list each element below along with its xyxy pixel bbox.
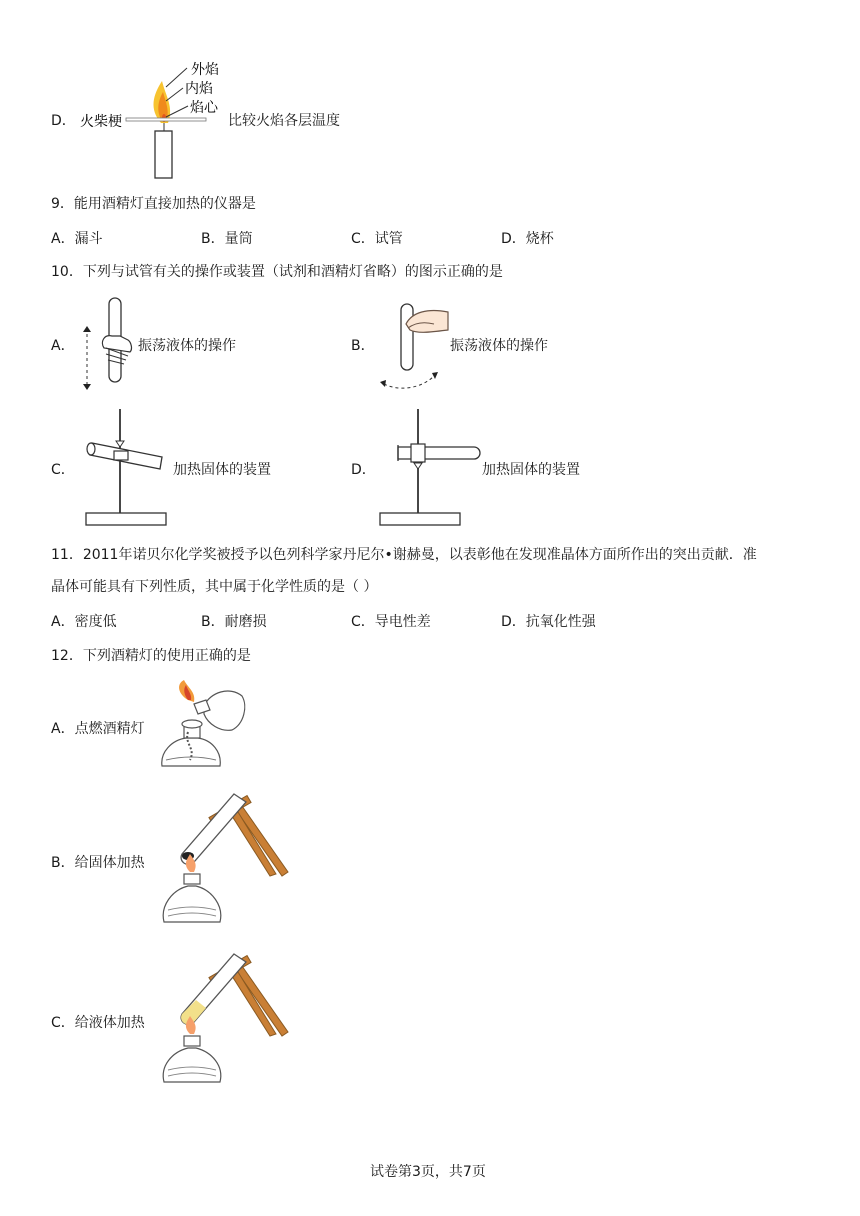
test-tube-holder-icon [236,806,288,876]
q11-option-a: A．密度低 [51,614,117,630]
page-footer: 试卷第3页，共7页 [370,1164,486,1180]
stand-base-icon [86,513,166,525]
label-match-stick: 火柴梗 [80,114,122,130]
label-flame-core: 焰心 [190,100,218,116]
q10-option-b-letter: B． [351,338,375,354]
heat-solid-illustration [158,790,294,934]
q11-stem-line1: 11．2011年诺贝尔化学奖被授予以色列科学家丹尼尔•谢赫曼，以表彰他在发现准晶体方面所作出的突出贡献．准 [51,547,757,563]
clamp-icon [411,444,425,462]
label-inner-flame: 内焰 [185,81,213,97]
hand-icon [102,336,131,352]
q9-option-a: A．漏斗 [51,231,103,247]
test-tube-icon [398,447,480,459]
light-lamp-with-lamp-illustration [158,678,248,778]
q12-option-b: B．给固体加热 [51,855,145,871]
test-tube-icon [401,304,413,370]
q10-option-c-text: 加热固体的装置 [173,462,271,478]
stand-base-icon [380,513,460,525]
q12-option-c: C．给液体加热 [51,1015,145,1031]
clamp-icon [114,451,128,460]
iron-stand-tube-horizontal-illustration [376,405,488,533]
tilted-lamp-icon [204,691,245,730]
shake-tube-vertical-illustration [76,296,136,400]
q9-option-c: C．试管 [351,231,403,247]
candle-icon [155,131,172,178]
shake-tube-hand-illustration [372,296,452,400]
q10-option-d-text: 加热固体的装置 [482,462,580,478]
label-outer-flame: 外焰 [191,62,219,78]
iron-stand-tube-tilted-down-illustration [80,405,172,533]
heat-liquid-illustration [158,950,294,1094]
match-stick-icon [126,118,206,121]
q10-option-a-letter: A． [51,338,75,354]
test-tube-holder-icon [236,966,288,1036]
q10-option-b-text: 振荡液体的操作 [450,338,548,354]
q11-option-c: C．导电性差 [351,614,431,630]
q9-option-b: B．量筒 [201,231,253,247]
q9-stem: 9．能用酒精灯直接加热的仪器是 [51,196,256,212]
q11-option-d: D．抗氧化性强 [501,614,596,630]
q10-option-a-text: 振荡液体的操作 [138,338,236,354]
q11-option-b: B．耐磨损 [201,614,267,630]
alcohol-lamp-icon [163,886,221,922]
alcohol-lamp-icon [163,1048,221,1082]
q10-stem: 10．下列与试管有关的操作或装置（试剂和酒精灯省略）的图示正确的是 [51,264,503,280]
q9-option-d: D．烧杯 [501,231,554,247]
flame-layers-illustration [80,55,230,187]
q8-option-d-text: 比较火焰各层温度 [228,113,340,129]
swing-arrow-icon [384,376,434,388]
q11-stem-line2: 晶体可能具有下列性质，其中属于化学性质的是（ ） [51,579,378,595]
q10-option-c-letter: C． [51,462,75,478]
q12-stem: 12．下列酒精灯的使用正确的是 [51,648,251,664]
q12-option-a: A．点燃酒精灯 [51,721,145,737]
lamp-cap-icon [182,720,202,728]
q10-option-d-letter: D． [351,462,376,478]
q8-option-d-letter: D． [51,113,76,129]
